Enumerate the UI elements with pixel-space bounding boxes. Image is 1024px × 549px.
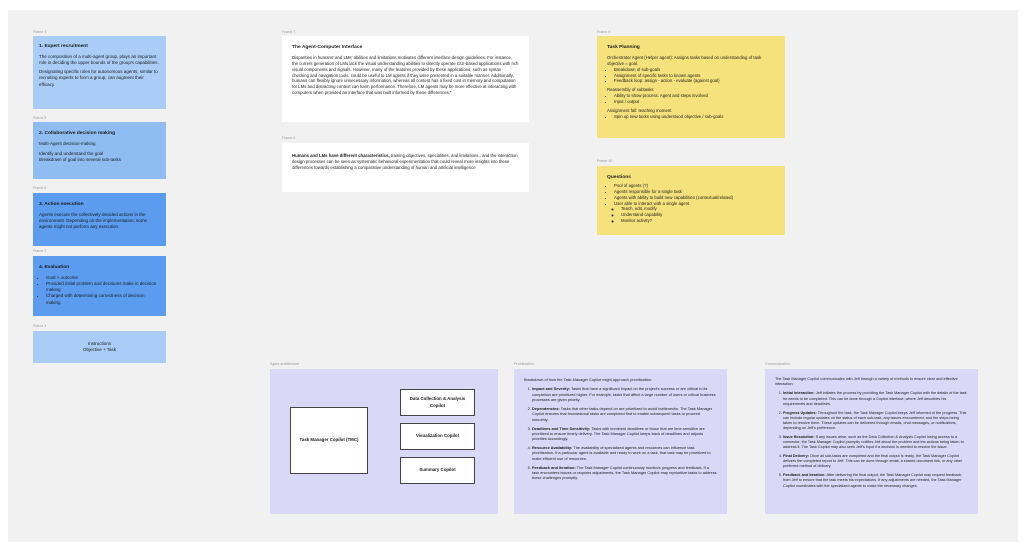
list-item: ◦ Teach, edit, modify [621, 206, 775, 212]
card-title: 2. Collaborative decision making [39, 131, 116, 136]
list-item: • Feedback loop: assign - action - evaluate (against goal) [614, 78, 775, 84]
card-text: Orchestrator Agent (Helper agent): Assigns tasks based on understanding of task objective = goal. [607, 54, 762, 66]
card-text: Assignment fail: teaching moment [607, 108, 672, 114]
item-text: Jeff initiates the process by providing the Task Manager Copilot with the details of the task he needs to be completed. This can be done through a Copilot interface, where Jeff describes his requirements and deadlines. [783, 391, 967, 406]
item-text: Tasks that have a significant impact on the project's success or are critical to its completion are prioritized higher. For example, tasks that affect a large number of users or critical business processes are given priority. [532, 386, 716, 403]
list-item [532, 465, 717, 481]
card-title: 4. Evaluation [39, 265, 70, 270]
card-text: Identify and understand the goal [39, 150, 104, 156]
card-text: Instructions [87, 340, 111, 346]
task-list [607, 67, 775, 85]
card-text: The composition of a multi-agent group, plays an important role in deciding the upper bounds of the group's capabilities. [39, 53, 159, 65]
questions-card[interactable] [597, 166, 785, 235]
task-list [607, 114, 775, 120]
item-text: The Task Manager Copilot continuously monitors progress and feedback. If a task encounters issues or requires adjustments, the Task Manager Copilot may reprioritize tasks to address these challenges promptly. [532, 464, 717, 481]
card-title: Task Planning [607, 45, 640, 50]
card-text: Objective + Task [82, 347, 117, 352]
frame-label: Prioritization [514, 362, 534, 366]
frame-label: Frame 9 [597, 30, 611, 34]
list-item: • Spin up new tasks using understood objective / sub-goals [614, 114, 775, 120]
card-text: Multi-Agent decision-making [39, 140, 96, 146]
prioritization-card[interactable] [514, 369, 727, 514]
frame-label: Frame 8 [282, 136, 296, 140]
list-item-text: User able to interact with a single agent [614, 200, 690, 206]
list-item: • Ability to show process. Agent and steps involved [614, 93, 775, 99]
card-text: Reassembly of subtasks [607, 87, 654, 93]
list-item [532, 426, 717, 442]
visualization-copilot-box[interactable]: Visualization Copilot [400, 423, 475, 450]
card-title: 3. Action execution [39, 202, 84, 207]
frame-label: Frame 10 [597, 159, 613, 163]
questions-list [607, 183, 775, 224]
list-item [783, 411, 968, 432]
card-title: Questions [607, 175, 631, 180]
frame-label: Frame 2 [33, 249, 47, 253]
list-item [783, 391, 968, 407]
bold-text: Humans and LMs have different characteristics, [292, 153, 390, 158]
task-planning-card[interactable] [597, 36, 785, 138]
collaborative-decision-card[interactable] [33, 122, 166, 179]
card-text: Agents execute the collectively-decided actions in the environment. Depending on the implementation, some agents might not perform any execution. [39, 211, 148, 230]
evaluation-list [39, 275, 160, 306]
item-head: Feedback and Iteration: [532, 464, 576, 470]
list-item [532, 386, 717, 402]
card-text: Breakdown of goal into several sub-tasks [39, 157, 122, 163]
list-item: • Breakdown of sub-goals [614, 67, 775, 73]
frame-label: Frame 6 [33, 186, 47, 190]
item-text: The availability of specialized agents and resources can influence task prioritization. If a particular agent is available and ready to work on a task, that task may be prioritized to make efficient use of resources. [532, 445, 711, 461]
card-text: Breakdown of how the Task Manager Copilot might approach prioritization: [524, 377, 653, 382]
list-item: • Agents responsible for a single task [614, 189, 775, 195]
item-head: Feedback and Iteration: [783, 473, 826, 478]
communication-card[interactable] [765, 369, 978, 514]
expert-recruitment-card[interactable] [33, 36, 166, 109]
list-item [614, 201, 775, 225]
list-item: • Assignment of specific tasks to known agents [614, 73, 775, 79]
humans-lms-card[interactable] [282, 143, 529, 192]
list-item: • Provided initial problem and decisions make in decision making [46, 281, 160, 293]
list-item [783, 473, 968, 489]
communication-list [775, 391, 968, 488]
item-head: Initial Interaction: [783, 391, 815, 396]
item-head: Progress Updates: [783, 410, 817, 415]
card-title: The Agent-Computer Interface [292, 45, 363, 50]
task-manager-copilot-box[interactable]: Task Manager Copilot (TMC) [290, 407, 368, 474]
item-text: After delivering the final output, the Task Manager Copilot may request feedback from Jeff to ensure that the task meets his expectations. If any adjustments are needed, the Task Manager Copilot coordinates with the specialized agents to make the necessary changes. [783, 473, 962, 488]
list-item: • Goal > outcome [46, 275, 160, 281]
list-item: ◦ Monitor activity? [621, 218, 775, 224]
summary-copilot-box[interactable]: Summary Copilot [400, 457, 475, 484]
action-execution-card[interactable] [33, 193, 166, 246]
questions-sublist [614, 206, 775, 224]
card-text: Disparities in humans' and LMs' abilities and limitations motivates different interface design guidelines. For instance, the current generation of LMs lack the visual understanding abilities to directly operate GUI-based applications with rich visual components and signals. However, many of the features provided by these applications, such as syntax checking and navigation tools, could be useful to LM agents if they were presented in a suitable manner. Additionally, humans can flexibly ignore unnecessary information, whereas all content has a fixed cost in memory and computation for LMs and distracting context can harm performance. Therefore, LM agents may be more effective at interacting with computers when provided an interface that was built informed by these differences." [292, 54, 519, 96]
list-item [532, 445, 717, 461]
list-item [783, 435, 968, 451]
evaluation-card[interactable] [33, 256, 166, 316]
list-item [532, 406, 717, 422]
item-text: Tasks with imminent deadlines or those that are time-sensitive are prioritized to ensure timely delivery. The Task Manager Copilot keeps track of deadlines and adjusts priorities accordingly. [532, 425, 705, 442]
frame-label: Frame 7 [282, 30, 296, 34]
data-collection-copilot-box[interactable]: Data Collection & Analysis Copilot [400, 389, 475, 416]
card-text: The Task Manager Copilot communicates with Jeff through a variety of methods to ensure clear and effective interaction: [775, 377, 958, 387]
list-item: • Input / output [614, 99, 775, 105]
list-item: • Pool of agents (?) [614, 183, 775, 189]
prioritization-list [524, 386, 717, 480]
item-head: Dependencies: [532, 405, 560, 411]
item-head: Resource Availability: [532, 445, 573, 451]
item-text: Once all sub-tasks are completed and the final output is ready, the Task Manager Copilot delivers the completed report to Jeff. This can be done through email, a shared document link, or any other preferred method of delivery. [783, 453, 963, 469]
item-text: Throughout the task, the Task Manager Copilot keeps Jeff informed of the progress. This can include regular updates on the status of each sub-task, any issues encountered, and the steps being taken to resolve them. These updates can be delivered through emails, chat messages, or notifications, depending on Jeff's preference. [783, 410, 967, 431]
list-item: ◦ Understand capability [621, 212, 775, 218]
agent-architecture-card[interactable] [270, 369, 498, 514]
frame-label: Frame 3 [33, 30, 47, 34]
list-item: • Charged with determining correctness of decision making [46, 293, 160, 305]
list-item: • Agents with ability to build new capabilities (contextual/related) [614, 195, 775, 201]
instructions-card[interactable] [33, 331, 166, 363]
card-text [292, 153, 519, 171]
item-head: Issue Resolution: [783, 434, 815, 439]
frame-label: Frame 4 [33, 324, 47, 328]
frame-label: Frame 5 [33, 116, 47, 120]
item-text: Tasks that other tasks depend on are prioritized to avoid bottlenecks. The Task Manager Copilot ensures that foundational tasks are completed first to enable subsequent tasks to proceed smoothly. [532, 405, 713, 422]
item-head: Final Delivery: [783, 453, 809, 458]
card-title: 1. Expert recruitment [39, 44, 88, 49]
item-text: If any issues arise, such as the Data Collection & Analysis Copilot losing access to a connector, the Task Manager Copilot promptly notifies Jeff about the problem and the actions being taken to address it. The Task Copilot may also seek Jeff's input if a decision is needed to resolve the issue. [783, 434, 964, 450]
item-head: Impact and Severity: [532, 386, 571, 392]
item-head: Deadlines and Time Sensitivity: [532, 425, 591, 431]
card-text: Designating specific roles for autonomous agents, similar to recruiting experts to form a group, can augment their efficacy. [39, 69, 158, 87]
task-list [607, 93, 775, 105]
body-text: training objectives, specialities, and limitations , and the interaction design processes can be seen as systematic behavioral experimentation that could reveal more insights into these differences towards establishing a comparative understanding of human and artificial intelligence [292, 153, 518, 170]
list-item [783, 454, 968, 470]
frame-label: Communication [765, 362, 790, 366]
agent-computer-interface-card[interactable] [282, 36, 529, 122]
frame-label: Agent architecture [270, 362, 300, 366]
